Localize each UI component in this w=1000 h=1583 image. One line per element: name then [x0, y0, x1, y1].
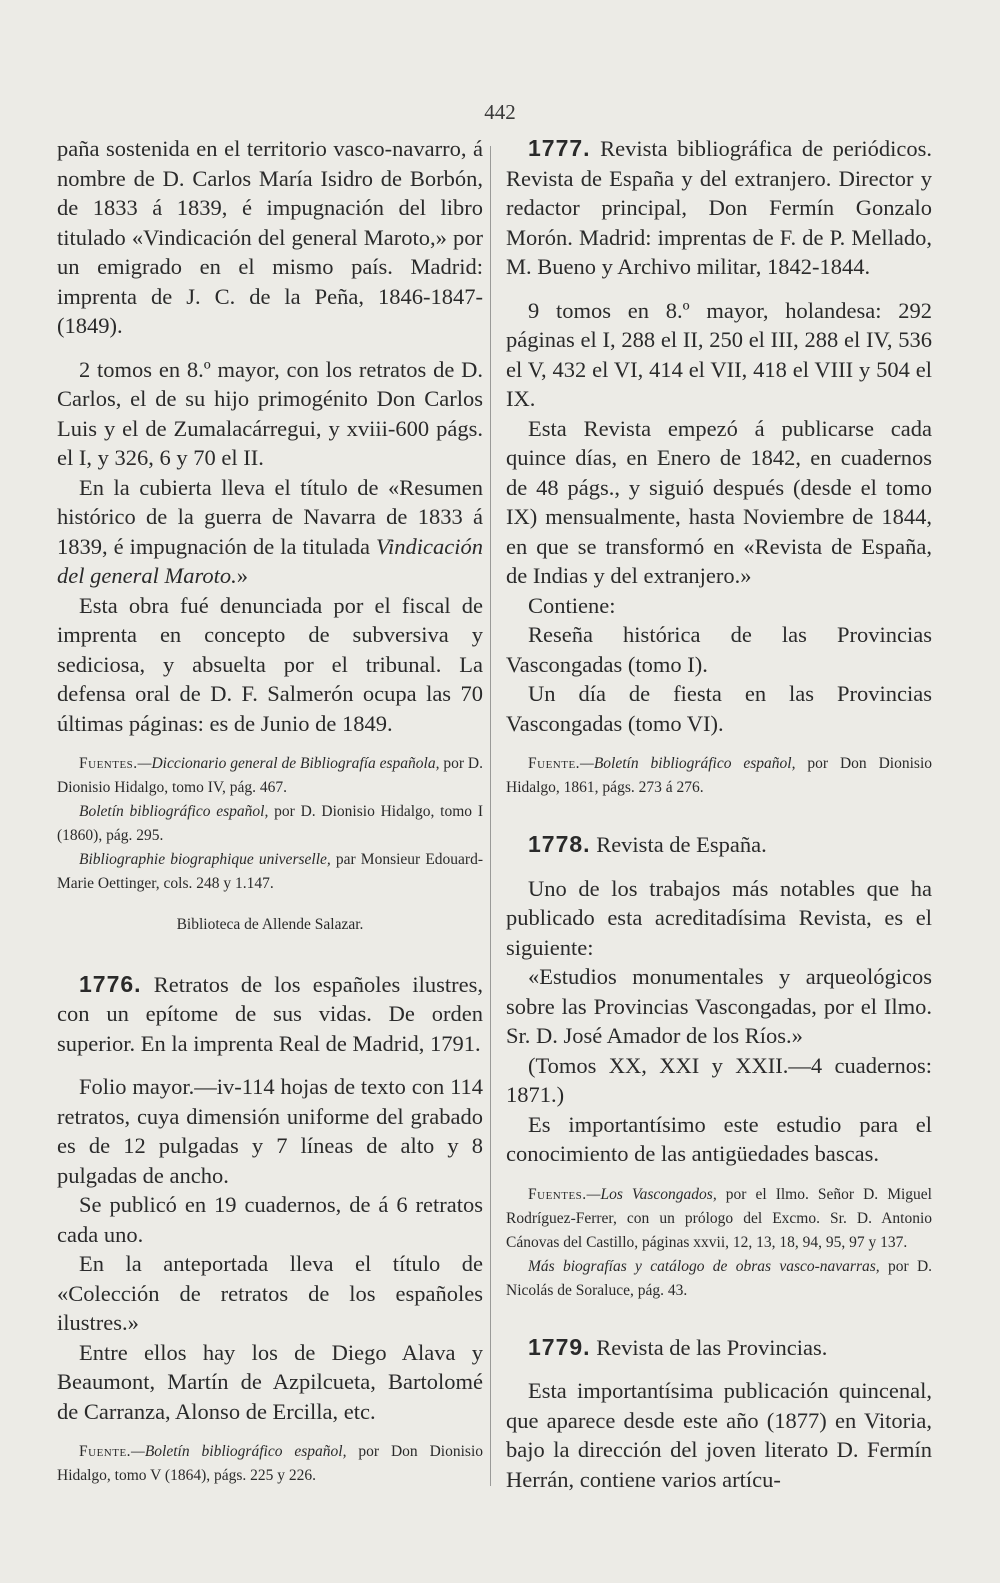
entry-number: 1777. [528, 135, 591, 161]
entry-heading: 1776. Retratos de los españoles ilustres, con un epítome de sus vidas. De orden superior. En la imprenta Real de Madrid, 1791. [57, 970, 483, 1056]
entry-note: En la anteportada lleva el título de «Colección de retratos de los españoles ilustres.» [57, 1251, 483, 1335]
entry-description: 9 tomos en 8.º mayor, holandesa: 292 páginas el I, 288 el II, 250 el III, 288 el IV, 536 el V, 432 el VI, 414 el VII, 418 el VIII y 504 el IX. [506, 297, 932, 411]
sources-block: Fuente.—Boletín bibliográfico español, por Don Dionisio Hidalgo, 1861, págs. 273 á 276. [506, 755, 932, 796]
left-column [57, 134, 483, 1488]
library-note: Biblioteca de Allende Salazar. [176, 916, 364, 933]
entry-description: Uno de los trabajos más notables que ha publicado esta acreditadísima Revista, es el siguiente: [506, 875, 932, 960]
entry-note: Contiene: [528, 592, 616, 618]
entry-description: Esta importantísima publicación quincenal, que aparece desde este año (1877) en Vitoria, bajo la dirección del joven literato D. Fermín Herrán, contiene varios artícu- [506, 1378, 932, 1492]
sources-block: Fuentes.—Diccionario general de Bibliografía española, por D. Dionisio Hidalgo, tomo IV, pág. 467. Boletín bibliográfico español, por D. Dionisio Hidalgo, tomo I (1860), pág. 295. Bibliographie biographique universelle, par Monsieur Edouard-Marie Oettinger, cols. 248 y 1.147. [57, 755, 484, 892]
column-divider [490, 146, 491, 1486]
entry-note: En la cubierta lleva el título de «Resumen histórico de la guerra de Navarra de 1833 á 1839, é impugnación de la titulada Vindicación del general Maroto.» [57, 474, 483, 588]
sources-block: Fuente.—Boletín bibliográfico español, por Don Dionisio Hidalgo, tomo V (1864), págs. 225 y 226. [57, 1443, 483, 1484]
entry-heading: 1778. Revista de España. [528, 831, 767, 857]
entry-number: 1779. [528, 1333, 591, 1360]
entry-note: «Estudios monumentales y arqueológicos sobre las Provincias Vascongadas, por el Ilmo. Sr. D. José Amador de los Ríos.» [506, 964, 932, 1048]
entry-note: Es importantísimo este estudio para el conocimiento de las antigüedades bascas. [506, 1111, 932, 1166]
entry-heading: 1779. Revista de las Provincias. [528, 1333, 828, 1360]
continued-entry-text: paña sostenida en el territorio vasco-navarro, á nombre de D. Carlos María Isidro de Borbón, de 1833 á 1839, é impugnación del libro titulado «Vindicación del general Maroto,» por un emigrado en el mismo país. Madrid: imprenta de J. C. de la Peña, 1846-1847-(1849). [57, 136, 483, 338]
right-column [506, 134, 932, 1494]
sources-block: Fuentes.—Los Vascongados, por el Ilmo. Señor D. Miguel Rodríguez-Ferrer, con un prólogo del Excmo. Sr. D. Antonio Cánovas del Castillo, páginas xxvii, 12, 13, 18, 94, 95, 97 y 137. Más biografías y catálogo de obras vasco-navarras, por D. Nicolás de Soraluce, pág. 43. [506, 1185, 933, 1299]
entry-number: 1778. [528, 831, 591, 857]
entry-heading: 1777. Revista bibliográfica de periódicos. Revista de España y del extranjero. Director y redactor principal, Don Fermín Gonzalo Morón. Madrid: imprentas de F. de P. Mellado, M. Bueno y Archivo militar, 1842-1844. [506, 135, 933, 279]
entry-description: Folio mayor.—iv-114 hojas de texto con 114 retratos, cuya dimensión uniforme del grabado es de 12 pulgadas y 7 líneas de alto y 8 pulgadas de ancho. [57, 1074, 483, 1188]
entry-number: 1776. [79, 970, 142, 997]
entry-note: Se publicó en 19 cuadernos, de á 6 retratos cada uno. [57, 1192, 483, 1247]
entry-note: Un día de fiesta en las Provincias Vascongadas (tomo VI). [506, 681, 932, 736]
entry-note: Esta obra fué denunciada por el fiscal de imprenta en concepto de subversiva y sediciosa, y absuelta por el tribunal. La defensa oral de D. F. Salmerón ocupa las 70 últimas páginas: es de Junio de 1849. [57, 592, 483, 736]
entry-note: (Tomos XX, XXI y XXII.—4 cuadernos: 1871.) [506, 1052, 932, 1107]
entry-description: 2 tomos en 8.º mayor, con los retratos de D. Carlos, el de su hijo primogénito Don Carlos Luis y el de Zumalacárregui, y xviii-600 págs. el I, y 326, 6 y 70 el II. [57, 356, 483, 470]
entry-note: Esta Revista empezó á publicarse cada quince días, en Enero de 1842, en cuadernos de 48 págs., y siguió después (desde el tomo IX) mensualmente, hasta Noviembre de 1844, en que se transformó en «Revista de España, de Indias y del extranjero.» [506, 415, 932, 588]
entry-note: Reseña histórica de las Provincias Vascongadas (tomo I). [506, 622, 932, 677]
entry-note: Entre ellos hay los de Diego Alava y Beaumont, Martín de Azpilcueta, Bartolomé de Carranza, Alonso de Ercilla, etc. [57, 1339, 483, 1424]
page-number: 442 [484, 100, 516, 124]
